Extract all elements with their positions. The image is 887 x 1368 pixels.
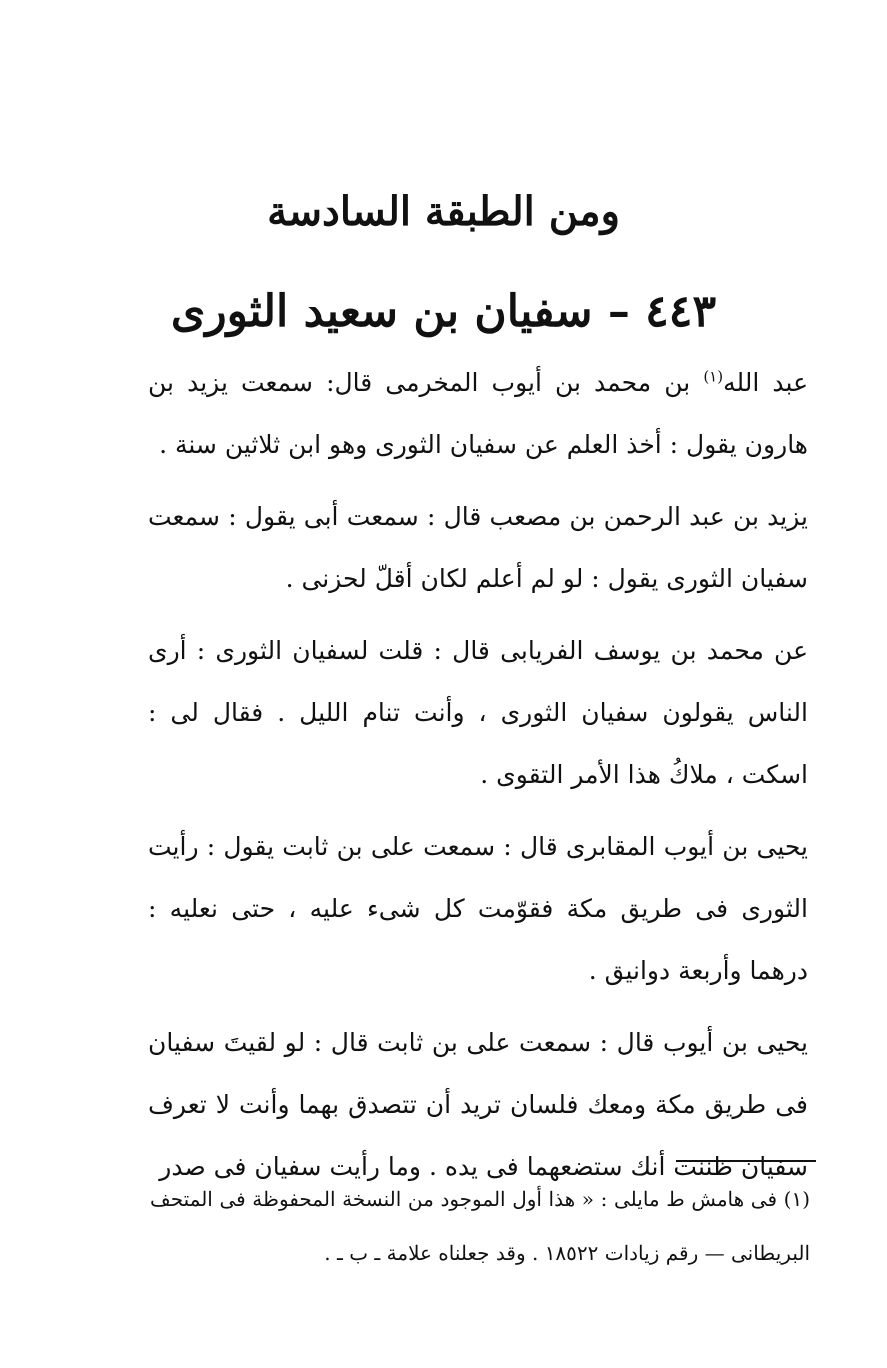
paragraph-text: بن محمد بن أيوب المخرمى قال: سمعت يزيد بن هارون يقول : أخذ العلم عن سفيان الثورى وهو ابن ثلاثين سنة .: [148, 368, 808, 459]
paragraph: يحيى بن أيوب قال : سمعت على بن ثابت قال : لو لقيتَ سفيان فى طريق مكة ومعك فلسان تريد أن تتصدق بهما وأنت لا تعرف سفيان ظننت أنك ستضعهما فى يده . وما رأيت سفيان فى صدر: [148, 1028, 808, 1181]
footnote: (١) فى هامش ط مايلى : « هذا أول الموجود من النسخة المحفوظة فى المتحف البريطانى — رقم زيادات ١٨٥٢٢ . وقد جعلناه علامة ـ ب ـ .: [150, 1187, 810, 1265]
section-heading: ومن الطبقة السادسة: [267, 188, 620, 235]
paragraph: [148, 352, 808, 476]
footnote-reference: (١): [703, 367, 724, 386]
paragraph-opening: عبد الله: [723, 368, 808, 397]
footnote-divider: [676, 1160, 816, 1162]
body-text: [148, 352, 808, 1208]
entry-heading: ٤٤٣ – سفيان بن سعيد الثورى: [170, 286, 717, 337]
paragraph: يحيى بن أيوب المقابرى قال : سمعت على بن ثابت يقول : رأيت الثورى فى طريق مكة فقوّمت كل شىء عليه ، حتى نعليه : درهما وأربعة دوانيق .: [148, 832, 808, 985]
paragraph: عن محمد بن يوسف الفريابى قال : قلت لسفيان الثورى : أرى الناس يقولون سفيان الثورى ، وأنت تنام الليل . فقال لى : اسكت ، ملاكُ هذا الأمر التقوى .: [148, 636, 808, 789]
paragraph: يزيد بن عبد الرحمن بن مصعب قال : سمعت أبى يقول : سمعت سفيان الثورى يقول : لو لم أعلم لكان أقلّ لحزنى .: [148, 502, 808, 593]
